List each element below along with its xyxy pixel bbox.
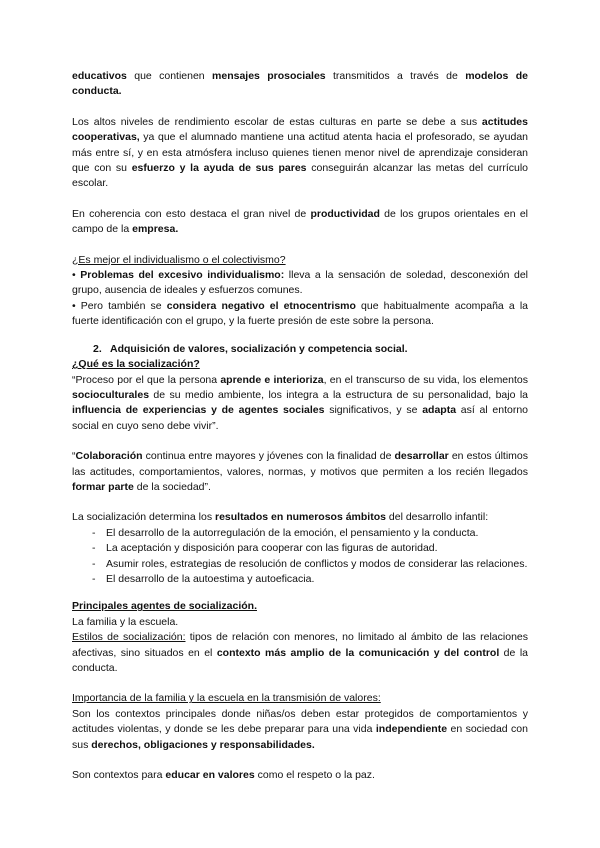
list-item: - Asumir roles, estrategias de resolución de conflictos y modos de considerar las relaciones. bbox=[92, 557, 528, 572]
list-item: - El desarrollo de la autorregulación de la emoción, el pensamiento y la conducta. bbox=[92, 526, 528, 541]
bullet-ethnocentrism: • Pero también se considera negativo el etnocentrismo que habitualmente acompaña a la fuerte identificación con el grupo, y la fuerte presión de este sobre la persona. bbox=[72, 299, 528, 328]
agents-heading: Principales agentes de socialización. bbox=[72, 600, 257, 613]
paragraph-educate-values: Son contextos para educar en valores como el respeto o la paz. bbox=[72, 769, 375, 782]
bullet-individualism-problems: • Problemas del excesivo individualismo: lleva a la sensación de soledad, desconexión del grupo, ausencia de ideales y esfuerzos comunes. bbox=[72, 269, 528, 297]
family-school-heading: Importancia de la familia y la escuela en la transmisión de valores: bbox=[72, 692, 381, 705]
question-socialization: ¿Qué es la socialización? bbox=[72, 358, 200, 371]
paragraph-socialization-styles: Estilos de socialización: tipos de relación con menores, no limitado al ámbito de las relaciones afectivas, sino situados en el contexto más amplio de la comunicación y del control de la conducta. bbox=[72, 631, 528, 674]
paragraph-collaboration: “Colaboración continua entre mayores y jóvenes con la finalidad de desarrollar en estos últimos las actitudes, comportamientos, valores, normas, y motivos que permiten a los recién llegados formar parte de la sociedad”. bbox=[72, 450, 528, 493]
paragraph-family-school: Son los contextos principales donde niñas/os deben estar protegidos de comportamientos y actitudes violentas, y donde se les debe preparar para una vida independiente en sociedad con sus derechos, obligaciones y responsabilidades. bbox=[72, 707, 528, 751]
list-item: - El desarrollo de la autoestima y autoeficacia. bbox=[92, 572, 528, 587]
agents-line: La familia y la escuela. bbox=[72, 615, 179, 628]
paragraph-prosocial-models: educativos que contienen mensajes prosociales transmitidos a través de modelos de conducta. bbox=[72, 70, 528, 98]
paragraph-productivity: En coherencia con esto destaca el gran nivel de productividad de los grupos orientales en el campo de la empresa. bbox=[72, 207, 528, 236]
list-item: - La aceptación y disposición para cooperar con las figuras de autoridad. bbox=[92, 541, 528, 556]
paragraph-outcomes: La socialización determina los resultados en numerosos ámbitos del desarrollo infantil: bbox=[72, 511, 489, 524]
paragraph-socialization-definition: “Proceso por el que la persona aprende e interioriza, en el transcurso de su vida, los elementos socioculturales de su medio ambiente, los integra a la estructura de su personalidad, bajo la influencia de experiencias y de agentes sociales significativos, y se adapta así al entorno social en cuyo seno debe vivir”. bbox=[72, 373, 529, 432]
outcomes-list bbox=[72, 526, 528, 588]
section-heading: 2. Adquisición de valores, socialización y competencia social. bbox=[93, 342, 408, 355]
document-body bbox=[72, 69, 528, 783]
question-individualism: ¿Es mejor el individualismo o el colectivismo? bbox=[72, 253, 286, 266]
paragraph-cooperative-attitudes: Los altos niveles de rendimiento escolar de estas culturas en parte se debe a sus actitudes cooperativas, ya que el alumnado mantiene una actitud atenta hacia el profesorado, se ayudan más entre sí, y en esta atmósfera incluso quienes tienen menor nivel de aprendizaje consideran que con su esfuerzo y la ayuda de sus pares conseguirán alcanzar las metas del currículo escolar. bbox=[72, 115, 529, 190]
